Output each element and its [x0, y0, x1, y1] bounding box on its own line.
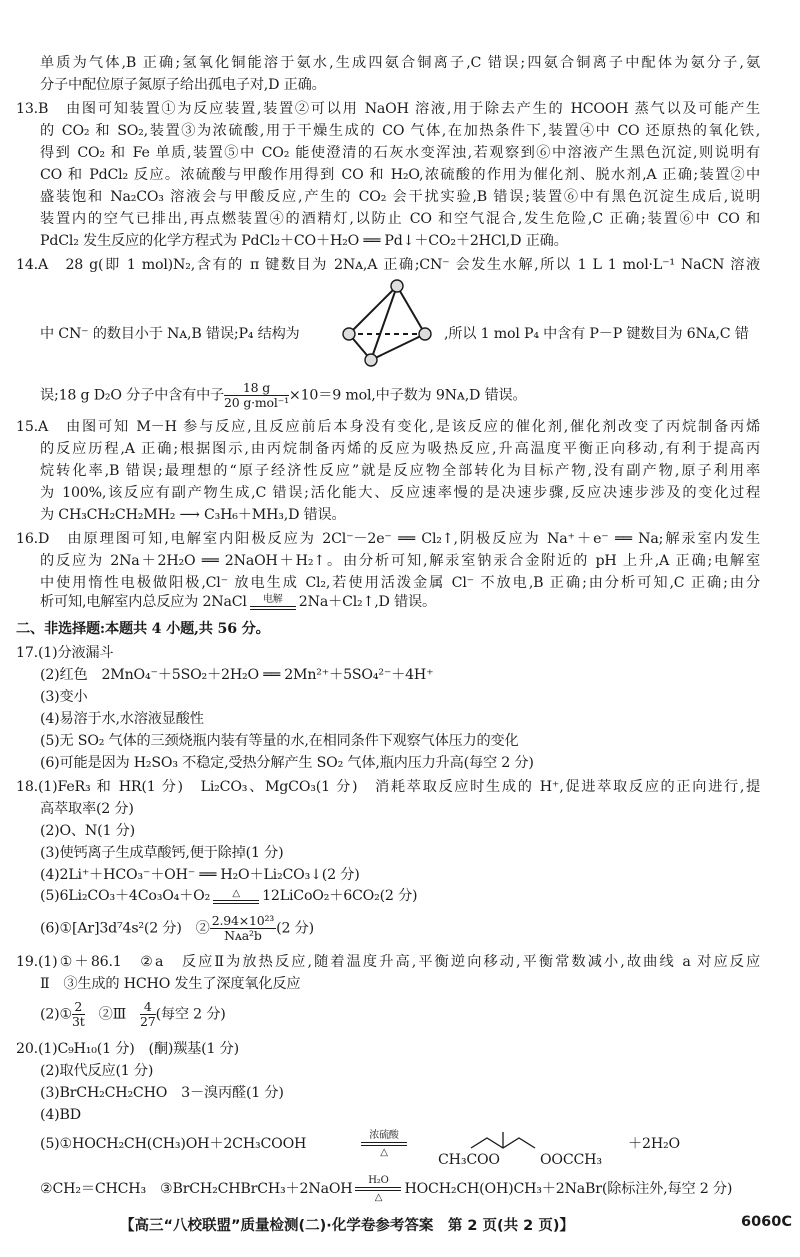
q14-line: 14.A 28 g(即 1 mol)N₂,含有的 π 键数目为 2Nᴀ,A 正确;CN⁻ 会发生水解,所以 1 L 1 mol·L⁻¹ NaCN 溶液 — [16, 257, 760, 273]
document-code: 6060C — [741, 1214, 792, 1230]
q20-line: (3)BrCH₂CH₂CHO 3－溴丙醛(1 分) — [40, 1085, 284, 1101]
q16-line: 的反应为 2Na＋2H₂O ══ 2NaOH＋H₂↑。由分析可知,解汞室钠汞合金附近的 pH 上升,A 正确;电解室 — [40, 553, 760, 569]
q15-line: 为 CH₃CH₂CH₂MH₂ ⟶ C₃H₆＋MH₃,D 错误。 — [40, 507, 346, 523]
q18-line: (2)O、N(1 分) — [40, 823, 135, 839]
page-footer: 【高三“八校联盟”质量检测(二)·化学卷参考答案 第 2 页(共 2 页)】 — [120, 1218, 574, 1234]
reaction-arrow: 电解 — [250, 594, 296, 611]
q15-line: 烷转化率,B 错误;最理想的“原子经济性反应”就是反应物全部转化为目标产物,没有副产物,原子利用率 — [40, 463, 760, 479]
section-heading: 二、非选择题:本题共 4 小题,共 56 分。 — [16, 621, 270, 637]
q18-line: (6)①[Ar]3d⁷4s²(2 分) ② 2.94×10²³ Nᴀa²b (2 分) — [40, 913, 314, 943]
p4-tetrahedron-diagram — [335, 278, 445, 370]
q13-line: 盛装饱和 Na₂CO₃ 溶液会与甲酸反应,产生的 CO₂ 会干扰实验,B 错误;装置⑥中有黑色沉淀生成后,说明 — [40, 189, 760, 205]
reaction-arrow: △ — [213, 888, 259, 905]
q18-line: (3)使钙离子生成草酸钙,便于除掉(1 分) — [40, 845, 284, 861]
text-line: 分子中配位原子氮原子给出孤电子对,D 正确。 — [40, 77, 326, 93]
text-line: 单质为气体,B 正确;氢氧化铜能溶于氨水,生成四氨合铜离子,C 错误;四氨合铜离子中配体为氨分子,氨 — [40, 55, 760, 71]
q14-line: ,所以 1 mol P₄ 中含有 P－P 键数目为 6Nᴀ,C 错 — [444, 326, 749, 342]
fraction: 2.94×10²³ Nᴀa²b — [211, 913, 275, 943]
q13-line: 装置内的空气已排出,再点燃装置④的酒精灯,以防止 CO 和空气混合,发生危险,C 正确;装置⑥中 CO 和 — [40, 211, 760, 227]
fraction: $\frac{2}{3t}$ — [72, 999, 85, 1029]
q20-line: (5)①HOCH₂CH(CH₃)OH＋2CH₃COOH 浓硫酸 △ CH₃COO OOCCH₃ ＋2H₂O — [40, 1130, 680, 1168]
q17-line: (5)无 SO₂ 气体的三颈烧瓶内装有等量的水,在相同条件下观察气体压力的变化 — [40, 733, 519, 749]
q14-line: 中 CN⁻ 的数目小于 Nᴀ,B 错误;P₄ 结构为 — [40, 326, 300, 342]
q13-line: 13.B 由图可知装置①为反应装置,装置②可以用 NaOH 溶液,用于除去产生的 HCOOH 蒸气以及可能产生 — [16, 101, 760, 117]
q13-line: CO 和 PdCl₂ 反应。浓硫酸与甲酸作用得到 CO 和 H₂O,浓硫酸的作用为催化剂、脱水剂,A 正确;装置②中 — [40, 167, 760, 183]
q17-line: (6)可能是因为 H₂SO₃ 不稳定,受热分解产生 SO₂ 气体,瓶内压力升高(每空 2 分) — [40, 755, 534, 771]
q17-line: 17.(1)分液漏斗 — [16, 645, 114, 661]
q17-line: (3)变小 — [40, 689, 88, 705]
q19-line: Ⅱ ③生成的 HCHO 发生了深度氧化反应 — [40, 976, 301, 992]
q16-line: 析可知,电解室内总反应为 2NaCl 电解 2Na＋Cl₂↑,D 错误。 — [40, 593, 436, 610]
q13-line: 得到 CO₂ 和 Fe 单质,装置⑤中 CO₂ 能使澄清的石灰水变浑浊,若观察到⑥中溶液产生黑色沉淀,则说明有 — [40, 145, 760, 161]
fraction: $\frac{4}{27}$ — [140, 999, 156, 1029]
q13-line: 的 CO₂ 和 SO₂,装置③为浓硫酸,用于干燥生成的 CO 气体,在加热条件下,装置④中 CO 还原热的氧化铁, — [40, 123, 760, 139]
q18-line: (4)2Li⁺＋HCO₃⁻＋OH⁻ ══ H₂O＋Li₂CO₃↓(2 分) — [40, 867, 360, 883]
reaction-arrow: 浓硫酸 △ — [361, 1130, 407, 1158]
q14-line: 误;18 g D₂O 分子中含有中子 18 g 20 g·mol⁻¹ ×10＝9 mol,中子数为 9Nᴀ,D 错误。 — [40, 380, 527, 410]
q18-line: 高萃取率(2 分) — [40, 801, 134, 817]
q17-line: (2)红色 2MnO₄⁻＋5SO₂＋2H₂O ══ 2Mn²⁺＋5SO₄²⁻＋4H⁺ — [40, 667, 434, 683]
q16-line: 16.D 由原理图可知,电解室内阳极反应为 2Cl⁻－2e⁻ ══ Cl₂↑,阴极反应为 Na⁺＋e⁻ ══ Na;解汞室内发生 — [16, 531, 760, 547]
q15-line: 为 100%,该反应有副产物生成,C 错误;活化能大、反应速率慢的是决速步骤,反应决速步涉及的变化过程 — [40, 485, 760, 501]
q19-line: 19.(1)①＋86.1 ②a 反应Ⅱ为放热反应,随着温度升高,平衡逆向移动,平衡常数减小,故曲线 a 对应反应 — [16, 954, 760, 970]
q19-line: (2)① $\frac{2}{3t}$ ②Ⅲ $\frac{4}{27}$ (每空 2 分) — [40, 999, 226, 1029]
q18-line: 18.(1)FeR₃ 和 HR(1 分) Li₂CO₃、MgCO₃(1 分) 消耗萃取反应时生成的 H⁺,促进萃取反应的正向进行,提 — [16, 779, 760, 795]
fraction: 18 g 20 g·mol⁻¹ — [224, 380, 289, 410]
q17-line: (4)易溶于水,水溶液显酸性 — [40, 711, 204, 727]
q16-line: 中使用惰性电极做阳极,Cl⁻ 放电生成 Cl₂,若使用活泼金属 Cl⁻ 不放电,B 正确;由分析可知,C 正确;由分 — [40, 575, 760, 591]
q20-line: (2)取代反应(1 分) — [40, 1063, 154, 1079]
q15-line: 15.A 由图可知 M－H 参与反应,且反应前后本身没有变化,是该反应的催化剂,催化剂改变了丙烷制备丙烯 — [16, 419, 760, 435]
q20-line: (4)BD — [40, 1107, 81, 1123]
q13-line: PdCl₂ 发生反应的化学方程式为 PdCl₂＋CO＋H₂O ══ Pd↓＋CO₂＋2HCl,D 正确。 — [40, 233, 568, 249]
diester-skeleton — [465, 1128, 545, 1150]
reaction-arrow: H₂O △ — [355, 1175, 401, 1203]
q18-line: (5)6Li₂CO₃＋4Co₃O₄＋O₂ △ 12LiCoO₂＋6CO₂(2 分) — [40, 887, 418, 904]
q15-line: 的反应历程,A 正确;根据图示,由丙烷制备丙烯的反应为吸热反应,升高温度平衡正向移动,有利于提高丙 — [40, 441, 760, 457]
q20-line: ②CH₂＝CHCH₃ ③BrCH₂CHBrCH₃＋2NaOHH₂O △HOCH₂CH(OH)CH₃＋2NaBr(除标注外,每空 2 分) — [40, 1175, 733, 1203]
q20-line: 20.(1)C₉H₁₀(1 分) (酮)羰基(1 分) — [16, 1041, 239, 1057]
